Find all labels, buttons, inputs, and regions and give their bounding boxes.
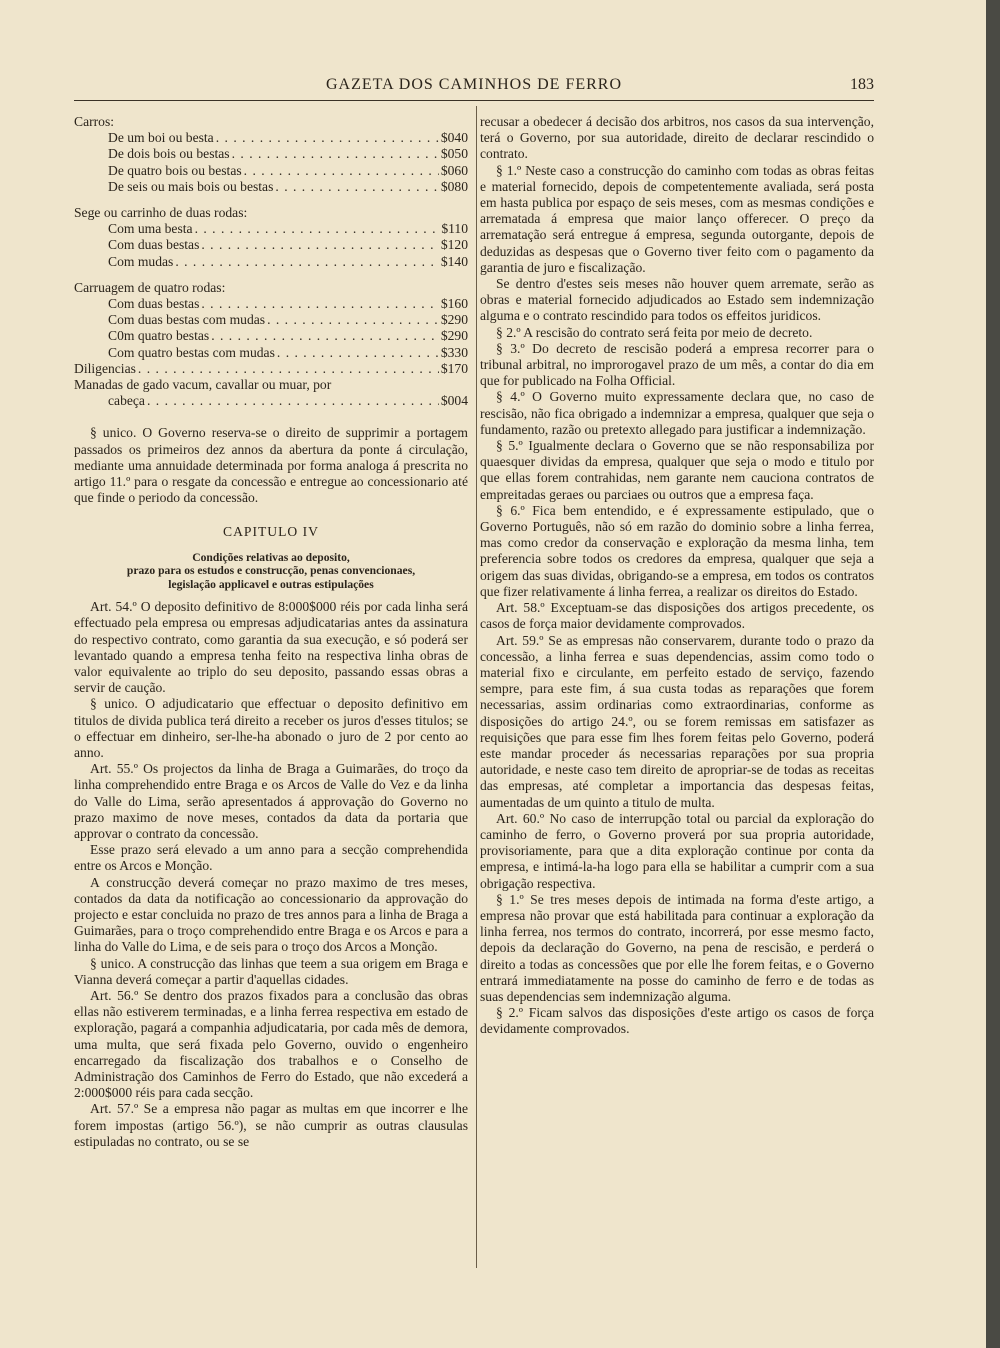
paragraph: § 2.º A rescisão do contrato será feita por meio de decreto. bbox=[496, 324, 813, 340]
paragraph: § unico. O Governo reserva-se o direito de supprimir a portagem passados os primeiros dez annos da abertura da ponte á circulação, mediante uma annuidade determinada por forma analoga á prescrita no artigo 11.º para o resgate da concessão e entregue ao concessionario até que finde o periodo da concessão. bbox=[74, 425, 468, 506]
toll-row-manadas-line1: Manadas de gado vacum, cavallar ou muar, por bbox=[74, 377, 332, 393]
column-divider bbox=[476, 106, 477, 1268]
paragraph: § 2.º Ficam salvos das disposições d'este artigo os casos de força devidamente comprovados. bbox=[480, 1005, 874, 1037]
paragraph: A construcção deverá começar no prazo maximo de tres meses, contados da data da notificação ao concessionario da approvação do projecto e estar concluida no prazo de tres annos para a linha de Braga a Guimarães, para o troço comprehendido entre Braga e os Arcos e para a linha do Valle do Lima, e de seis para o troço dos Arcos a Monção. bbox=[74, 874, 468, 955]
scan-edge bbox=[986, 0, 1000, 1348]
page-number: 183 bbox=[850, 76, 874, 93]
paragraph-art56: Art. 56.º Se dentro dos prazos fixados para a conclusão das obras ellas não estiverem terminadas, e a linha ferrea respectiva em estado de exploração, pagará a companhia adjudicataria, por cada mês de demora, uma multa, que será fixada pelo Governo, ouvido o engenheiro encarregado da fiscalização dos trabalhos e o Conselho de Administração dos Caminhos de Ferro do Estado, que não excederá a 2:000$000 réis para cada secção. bbox=[74, 988, 468, 1101]
toll-group-heading: Carruagem de quatro rodas: bbox=[74, 279, 226, 295]
toll-row: De um boi ou besta . . . $040 bbox=[74, 130, 468, 146]
paragraph: § 1.º Se tres meses depois de intimada na forma d'este artigo, a empresa não provar que está habilitada para continuar a exploração da linha ferrea, nos termos do contrato, incorrerá, por esse mesmo facto, depois da declaração do Governo, na pena de rescisão, e perderá o direito a todas as concessões que por elle lhe forem feitas, e o Governo entrará immediatamente na posse do caminho de ferro e de todas as suas dependencias sem indemnização alguma. bbox=[480, 891, 874, 1004]
paragraph-art54: Art. 54.º O deposito definitivo de 8:000$000 réis por cada linha será effectuado pela empresa ou empresas adjudicatarias antes da assinatura do respectivo contrato, como garantia da sua execução, e só poderá ser levantado quando a empresa tenha feito na respectiva linha obras de valor equivalente ao triplo do seu deposito, passando essas obras a servir de caução. bbox=[74, 599, 468, 696]
toll-row: De dois bois ou bestas . . . $050 bbox=[74, 146, 468, 162]
toll-row: Com mudas . . . $140 bbox=[74, 254, 468, 270]
paragraph-art58: Art. 58.º Exceptuam-se das disposições dos artigos precedente, os casos de força maior devidamente comprovados. bbox=[480, 600, 874, 632]
paragraph: § 3.º Do decreto de rescisão poderá a empresa recorrer para o tribunal arbitral, no improrogavel prazo de um mês, a contar do dia em que for publicado na Folha Official. bbox=[480, 340, 874, 389]
toll-group-sege bbox=[74, 205, 468, 270]
toll-row-manadas: cabeça . . . $004 bbox=[74, 393, 468, 409]
right-column bbox=[480, 114, 874, 1038]
page-header bbox=[74, 74, 874, 98]
toll-group-carros bbox=[74, 114, 468, 195]
toll-group-carruagem bbox=[74, 280, 468, 361]
paragraph-art59: Art. 59.º Se as empresas não conservarem, durante todo o prazo da concessão, a linha ferrea e suas dependencias, assim como todo o material fixo e circulante, em perfeito estado de serviço, fazendo sempre, para este fim, á sua custa todas as reparações que forem necessarias, assim ordinarias como extraordinarias, conforme as disposições do artigo 24.º, ou se forem remissas em satisfazer as requisições que para esse fim lhes forem feitas pelo Governo, poderá este mandar proceder ás necessarias reparações por sua propria autoridade, e neste caso tem direito de apropriar-se de todas as receitas das empresas, até completar a importancia das despesas feitas, aumentadas de um quinto a titulo de multa. bbox=[480, 632, 874, 810]
paragraph: § 4.º O Governo muito expressamente declara que, no caso de rescisão, não fica obrigado a indemnizar a empresa, qualquer que seja o fundamento, razão ou pretexto allegado para justificar a indemnização. bbox=[480, 389, 874, 437]
left-column bbox=[74, 114, 468, 1150]
toll-row-diligencias: Diligencias . . . $170 bbox=[74, 361, 468, 377]
toll-row: De seis ou mais bois ou bestas . . . $080 bbox=[74, 179, 468, 195]
paragraph: Esse prazo será elevado a um anno para a secção comprehendida entre os Arcos e Monção. bbox=[74, 842, 468, 874]
paragraph: § unico. O adjudicatario que effectuar o deposito definitivo em titulos de divida publica terá direito a receber os juros d'esses titulos; se o effectuar em dinheiro, ser-lhe-ha abonado o juro de 2 por cento ao anno. bbox=[74, 696, 468, 760]
toll-row: Com quatro bestas com mudas . . . $330 bbox=[74, 345, 468, 361]
toll-row: C0m quatro bestas . . . $290 bbox=[74, 328, 468, 344]
paragraph: § 5.º Igualmente declara o Governo que se não responsabiliza por quaesquer dividas da empresa, qualquer que seja o modo e titulo por que ellas forem contrahidas, nem garante nem cauciona contratos de empreitadas geraes ou parciaes ou outros que a empresa faça. bbox=[480, 438, 874, 502]
toll-table bbox=[74, 114, 468, 409]
toll-row: Com duas bestas com mudas . . . $290 bbox=[74, 312, 468, 328]
toll-row: Com uma besta . . . $110 bbox=[74, 221, 468, 237]
paragraph: § 1.º Neste caso a construcção do caminho com todas as obras feitas e material fornecido, depois de competentemente avaliada, será posta em hasta publica por espaço de seis meses, com as mesmas condições e arrematada á empresa que maior lanço offerecer. O preço da arrematação será entregue á empresa, segunda outorgante, depois de deduzidas as despesas que o Governo tiver feito com o pagamento da garantia de juro e fiscalização. bbox=[480, 162, 874, 275]
publication-title: GAZETA DOS CAMINHOS DE FERRO bbox=[325, 76, 623, 93]
toll-group-heading: Carros: bbox=[74, 114, 115, 129]
chapter-subheading: Condições relativas ao deposito, prazo para os estudos e construcção, penas convencionaes, legislação applicavel e outras estipulações bbox=[126, 550, 416, 591]
chapter-title: CAPITULO IV bbox=[223, 524, 319, 540]
toll-group-heading: Sege ou carrinho de duas rodas: bbox=[74, 205, 248, 221]
paragraph: § unico. A construcção das linhas que teem a sua origem em Braga e Vianna deverá começar a partir d'aquellas cidades. bbox=[74, 955, 468, 987]
paragraph: § 6.º Fica bem entendido, e é expressamente estipulado, que o Governo Português, não só em razão do dominio sobre a linha ferrea, mas como credor da conservação e exploração da mesma linha, tem preferencia sobre todos os credores da empresa, qualquer que seja a origem das suas dividas, obrigando-se a empresa, em todos os contratos que fizer relativamente á linha ferrea, a realizar os direitos do Estado. bbox=[480, 502, 874, 599]
toll-row: Com duas bestas . . . $160 bbox=[74, 296, 468, 312]
header-rule bbox=[74, 100, 874, 101]
paragraph-continued: recusar a obedecer á decisão dos arbitros, nos casos da sua intervenção, terá o Governo, por sua autoridade, direito de declarar rescindido o contrato. bbox=[480, 114, 874, 162]
toll-row: Com duas bestas . . . $120 bbox=[74, 237, 468, 253]
toll-row: De quatro bois ou bestas . . . $060 bbox=[74, 163, 468, 179]
paragraph-art55: Art. 55.º Os projectos da linha de Braga a Guimarães, do troço da linha comprehendido entre Braga e os Arcos de Valle do Vez e da linha do Valle do Lima, serão apresentados á approvação do Governo no prazo maximo de nove meses, contados da data da portaria que approvar o contrato da concessão. bbox=[74, 761, 468, 842]
paragraph-art57: Art. 57.º Se a empresa não pagar as multas em que incorrer e lhe forem impostas (artigo 56.º), se não cumprir as outras clausulas estipuladas no contrato, ou se se bbox=[74, 1101, 468, 1149]
paragraph: Se dentro d'estes seis meses não houver quem arremate, serão as obras e material fornecido adjudicados ao Estado sem indemnização alguma e o contrato rescindido para todos os effeitos juridicos. bbox=[480, 276, 874, 324]
paragraph-art60: Art. 60.º No caso de interrupção total ou parcial da exploração do caminho de ferro, o Governo proverá por sua propria autoridade, provisoriamente, para que a dita exploração continue por conta da empresa, e intimá-la-ha logo para ella se habilitar a cumprir com a sua obrigação respectiva. bbox=[480, 810, 874, 891]
